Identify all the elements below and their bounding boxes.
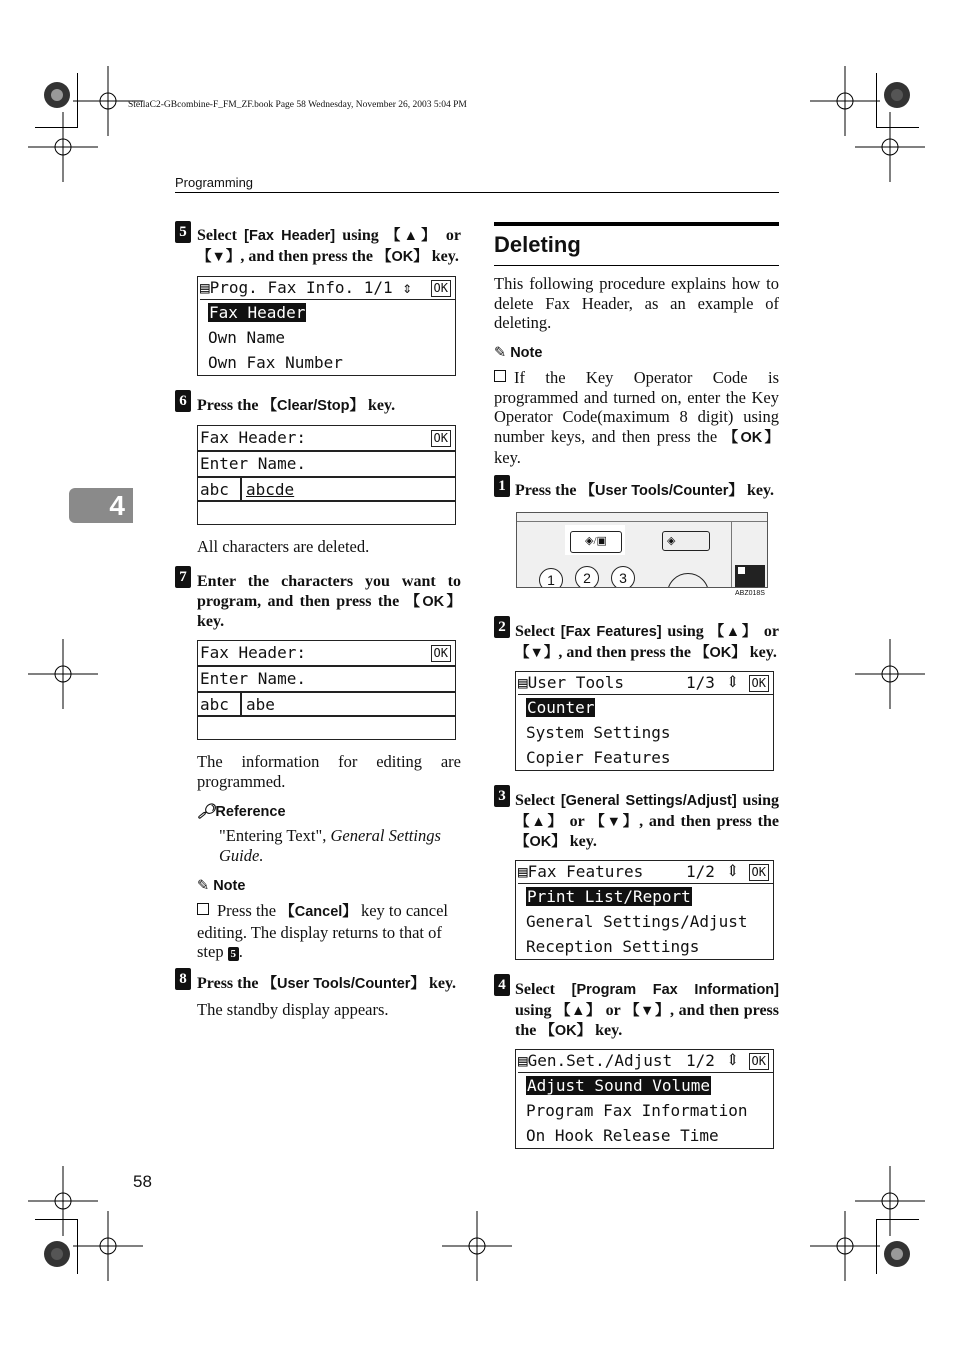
lcd-screen (197, 640, 456, 740)
lcd-title: Fax Header: (200, 643, 306, 662)
note-text: If the Key Operator Code is programmed and turned on, enter the Key Operator Code(maximum 8 digit) using number keys, and then press the 【OK】 key. (494, 368, 779, 467)
step-number: 4 (494, 974, 510, 996)
step-number: 2 (494, 616, 510, 638)
step-number: 5 (175, 221, 191, 243)
menu-icon: ▤ (518, 862, 528, 881)
step-number: 8 (175, 968, 191, 990)
lcd-prompt: Enter Name. (200, 454, 306, 473)
lcd-screen (515, 860, 774, 960)
lcd-title: Fax Features (527, 862, 644, 881)
reference-text: "Entering Text", General Settings Guide. (219, 826, 441, 865)
lcd-page: 1/2 (686, 1051, 715, 1070)
number-key[interactable]: 3 (611, 566, 635, 588)
lcd-input-value: abcde (246, 480, 295, 499)
crosshair-icon (855, 639, 925, 709)
lcd-menu-item-selected: Adjust Sound Volume (527, 1076, 711, 1095)
figure-caption: ABZ018S (735, 590, 765, 597)
crosshair-icon (28, 112, 98, 182)
lcd-screen (515, 671, 774, 771)
control-panel-illustration (516, 512, 768, 588)
checkbox-icon (197, 903, 209, 915)
ok-indicator: OK (431, 430, 451, 447)
lcd-menu-item: On Hook Release Time (526, 1126, 719, 1145)
lcd-menu-item: Reception Settings (526, 937, 700, 956)
lcd-menu-item: General Settings/Adjust (526, 912, 748, 931)
lcd-menu-item-selected: Fax Header (209, 303, 306, 322)
lcd-prompt: Enter Name. (200, 669, 306, 688)
crosshair-icon (28, 639, 98, 709)
lcd-screen (197, 276, 456, 376)
step-4-text: Select [Program Fax Information] using 【▲】 or 【▼】, and then press the 【OK】 key. (515, 981, 779, 1039)
section-top-rule (494, 222, 779, 226)
crosshair-icon (855, 112, 925, 182)
step-result: The information for editing are programmed. (197, 752, 461, 791)
menu-icon: ▤ (518, 673, 528, 692)
note-heading: ✎ Note (197, 878, 246, 894)
lcd-title: Gen.Set./Adjust (527, 1051, 673, 1070)
crosshair-icon (73, 1211, 143, 1281)
ok-indicator: OK (749, 864, 769, 881)
page-number: 58 (133, 1172, 152, 1191)
pencil-icon: ✎ (197, 878, 210, 894)
step-2-text: Select [Fax Features] using 【▲】 or 【▼】, and then press the 【OK】 key. (515, 623, 780, 661)
note-heading: ✎ Note (494, 345, 543, 361)
step-5-text: Select [Fax Header] using 【▲】 or 【▼】, and then press the 【OK】 key. (197, 227, 462, 265)
lcd-input-mode: abc (200, 480, 229, 499)
number-key[interactable]: 2 (575, 566, 599, 588)
section-intro: This following procedure explains how to delete Fax Header, as an example of deleting. (494, 274, 779, 332)
chapter-tab: 4 (69, 488, 133, 523)
step-3-text: Select [General Settings/Adjust] using 【▲】 or 【▼】, and then press the 【OK】 key. (515, 792, 780, 850)
ok-indicator: OK (749, 1053, 769, 1070)
crosshair-icon (442, 1211, 512, 1281)
lcd-menu-item: Copier Features (526, 748, 671, 767)
lcd-title: Fax Header: (200, 428, 306, 447)
running-header: Programming (175, 175, 254, 190)
updown-icon: ⇕ (402, 278, 412, 297)
ok-indicator: OK (431, 280, 451, 297)
checkbox-icon (494, 370, 506, 382)
step-6-text: Press the 【Clear/Stop】 key. (197, 397, 396, 414)
note-text: Press the 【Cancel】 key to cancel editing. The display returns to that of step 5 . (197, 901, 448, 961)
lcd-menu-item-selected: Counter (527, 698, 595, 717)
lcd-menu-item: Own Name (208, 328, 286, 347)
updown-icon: ⇕ (726, 674, 740, 691)
lcd-page: 1/2 (686, 862, 715, 881)
step-1-text: Press the 【User Tools/Counter】 key. (515, 482, 775, 499)
lcd-screen (197, 425, 456, 525)
step-result: The standby display appears. (197, 1000, 389, 1019)
step-number: 6 (175, 390, 191, 412)
step-number: 1 (494, 475, 510, 497)
number-key[interactable]: 1 (539, 568, 563, 588)
magnifier-icon: 🔎︎ (197, 804, 216, 820)
lcd-menu-item: Program Fax Information (526, 1101, 748, 1120)
lcd-title: Prog. Fax Info. 1/1 (209, 278, 393, 297)
book-info-line: StellaC2-GBcombine-F_FM_ZF.book Page 58 Wednesday, November 26, 2003 5:04 PM (128, 100, 467, 110)
lcd-page: 1/3 (686, 673, 715, 692)
lcd-input-mode: abc (200, 695, 229, 714)
updown-icon: ⇕ (726, 863, 740, 880)
section-heading: Deleting (494, 232, 581, 257)
ok-indicator: OK (749, 675, 769, 692)
interrupt-key[interactable]: ◈ (662, 531, 710, 551)
lcd-screen (515, 1049, 774, 1149)
section-bottom-rule (494, 265, 779, 266)
user-tools-counter-key[interactable]: ◈/▣ (570, 531, 622, 553)
lcd-menu-item: System Settings (526, 723, 671, 742)
lcd-menu-item-selected: Print List/Report (527, 887, 691, 906)
crosshair-icon (810, 1211, 880, 1281)
menu-icon: ▤ (200, 278, 210, 297)
step-result: All characters are deleted. (197, 537, 370, 556)
step-7-text: Enter the characters you want to program, and then press the 【OK】 key. (197, 573, 462, 630)
updown-icon: ⇕ (726, 1052, 740, 1069)
lcd-input-value: abe (246, 695, 275, 714)
lcd-menu-item: Own Fax Number (208, 353, 343, 372)
step-number: 3 (494, 785, 510, 807)
step-8-text: Press the 【User Tools/Counter】 key. (197, 975, 457, 992)
menu-icon: ▤ (518, 1051, 528, 1070)
pencil-icon: ✎ (494, 345, 507, 361)
lcd-title: User Tools (527, 673, 624, 692)
reference-heading: 🔎︎Reference (197, 804, 286, 820)
ok-indicator: OK (431, 645, 451, 662)
step-number: 7 (175, 566, 191, 588)
header-rule (175, 192, 779, 193)
